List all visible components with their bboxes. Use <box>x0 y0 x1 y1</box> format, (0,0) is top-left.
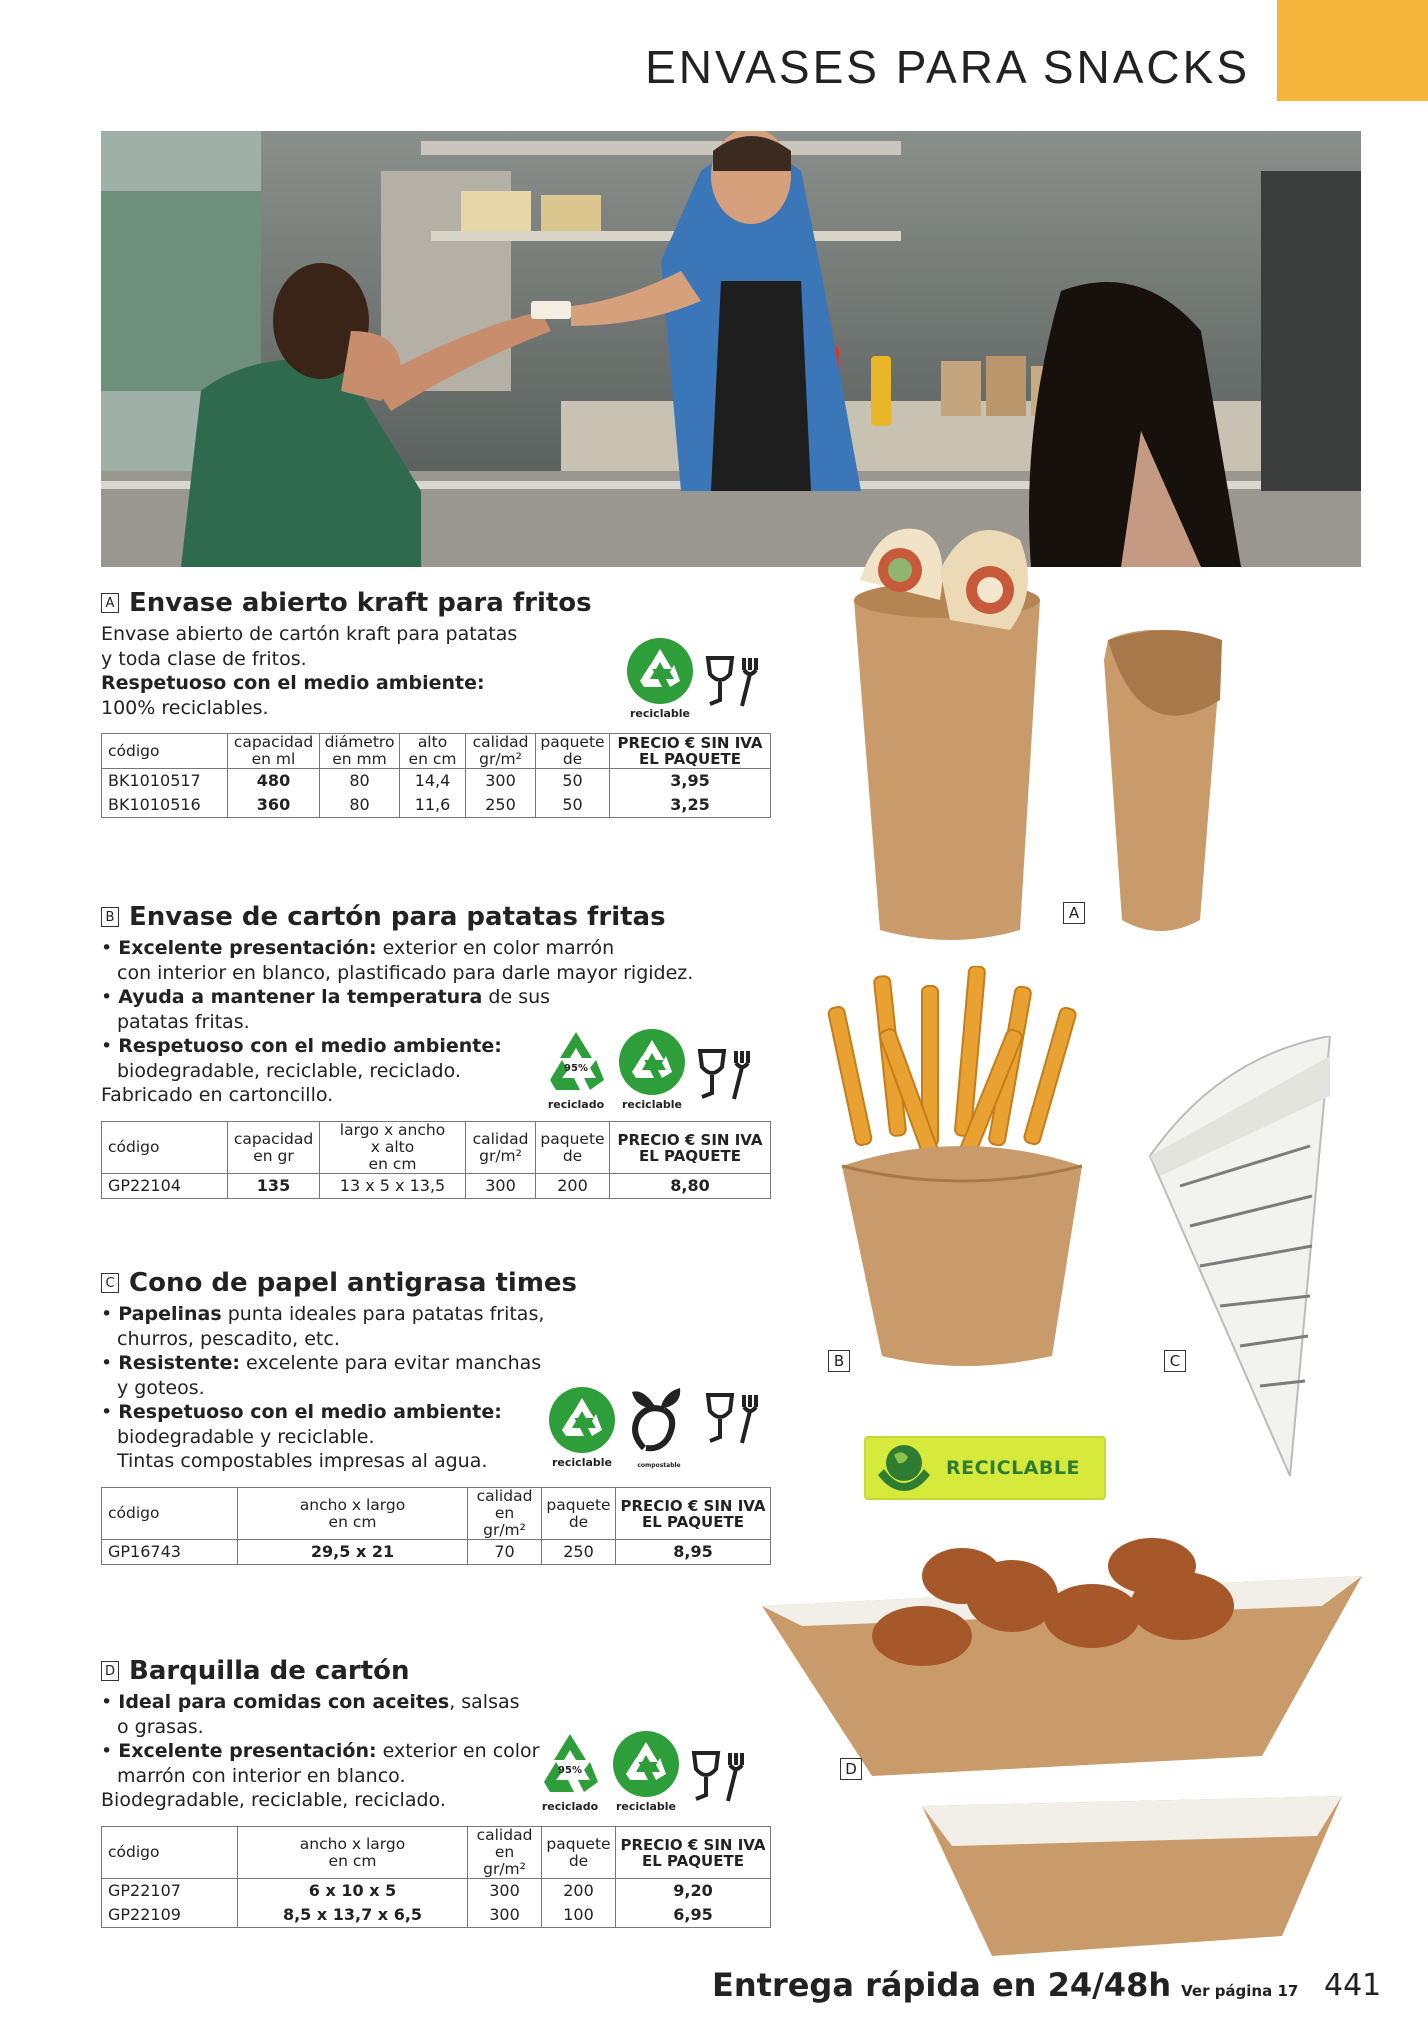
glass-fork-icon <box>702 1389 762 1447</box>
globe-hands-icon <box>874 1439 934 1497</box>
hero-photo-food-truck <box>101 131 1361 567</box>
cell: 200 <box>536 1174 610 1199</box>
ref-box-c: C <box>1164 1350 1186 1372</box>
section-color-tab <box>1277 0 1428 101</box>
col-header: paquete de <box>536 734 610 769</box>
cell: 50 <box>536 793 610 818</box>
bullet-line: patatas fritas. <box>117 1010 250 1033</box>
letter-b-box: B <box>101 907 119 927</box>
bullet-line: o grasas. <box>117 1715 204 1738</box>
bullet-line: biodegradable, reciclable, reciclado. <box>117 1059 461 1082</box>
eco-reciclado <box>542 1028 610 1111</box>
bullet-bold: Respetuoso con el medio ambiente: <box>118 1401 502 1423</box>
recycle-icon <box>618 1028 686 1096</box>
bullet-text: , salsas <box>449 1691 520 1713</box>
cell: 480 <box>228 769 320 794</box>
bullet-text: exterior en color <box>376 1740 540 1762</box>
col-header: alto en cm <box>400 734 466 769</box>
cell: 300 <box>466 769 536 794</box>
icon-label: reciclable <box>616 1800 676 1813</box>
product-title-a-text: Envase abierto kraft para fritos <box>129 588 592 618</box>
product-title-d <box>101 1656 771 1686</box>
bullet-line: biodegradable y reciclable. <box>117 1425 375 1448</box>
price-cell: 3,25 <box>610 793 771 818</box>
delivery-text: Entrega rápida en 24/48h <box>712 1966 1172 2004</box>
col-header: calidad gr/m² <box>466 1122 536 1174</box>
eco-reciclado <box>536 1730 604 1813</box>
col-header: código <box>102 1827 238 1879</box>
cell: 80 <box>320 793 400 818</box>
product-b-photo <box>822 966 1122 1386</box>
cell: GP22104 <box>102 1174 228 1199</box>
col-header-price: PRECIO € SIN IVA EL PAQUETE <box>616 1827 771 1879</box>
letter-a-box: A <box>101 593 119 613</box>
bullet-text: punta ideales para patatas fritas, <box>221 1303 545 1325</box>
cell: 29,5 x 21 <box>238 1540 468 1565</box>
cell: 8,5 x 13,7 x 6,5 <box>238 1903 468 1928</box>
col-header: paquete de <box>542 1827 616 1879</box>
svg-text:95%: 95% <box>564 1063 588 1074</box>
cell: 300 <box>468 1903 542 1928</box>
eco-heading: Respetuoso con el medio ambiente: <box>101 672 485 694</box>
cell: 100 <box>542 1903 616 1928</box>
col-header: calidad en gr/m² <box>468 1488 542 1540</box>
col-header: código <box>102 1122 228 1174</box>
product-title-a <box>101 588 771 618</box>
table-row <box>102 769 771 794</box>
col-header: ancho x largo en cm <box>238 1488 468 1540</box>
bullet-line: marrón con interior en blanco. <box>117 1764 406 1787</box>
price-cell: 8,95 <box>616 1540 771 1565</box>
extra-text: Biodegradable, reciclable, reciclado. <box>101 1789 446 1811</box>
eco-compostable <box>624 1378 694 1469</box>
bullet-text: de sus <box>482 986 551 1008</box>
bullet-bold: Excelente presentación: <box>118 1740 377 1762</box>
bullet-line: y goteos. <box>117 1376 205 1399</box>
price-cell: 9,20 <box>616 1879 771 1904</box>
bullet-bold: Resistente: <box>118 1352 240 1374</box>
table-row <box>102 1540 771 1565</box>
icon-label: reciclable <box>630 707 690 720</box>
price-cell: 8,80 <box>610 1174 771 1199</box>
bullet-text: excelente para evitar manchas <box>239 1352 542 1374</box>
bullet-bold: Ayuda a mantener la temperatura <box>118 986 483 1008</box>
cell: 50 <box>536 769 610 794</box>
cell: GP16743 <box>102 1540 238 1565</box>
bullet-bold: Papelinas <box>118 1303 222 1325</box>
product-desc-b: • Excelente presentación: exterior en color marrón con interior en blanco, plastificado para darle mayor rigidez. • Ayuda a mantener la temperatura de sus patatas fritas. • Respetuoso con el medio ambiente: biodegradable, reciclable, reciclado. Fabricado en cartoncillo. <box>101 936 771 1108</box>
icons-c <box>548 1378 762 1469</box>
see-page-link[interactable]: Ver página 17 <box>1181 1982 1299 2000</box>
product-a-photo <box>840 510 1320 950</box>
cell: 6 x 10 x 5 <box>238 1879 468 1904</box>
recycle-icon <box>548 1386 616 1454</box>
cell: 300 <box>468 1879 542 1904</box>
bullet-line: con interior en blanco, plastificado para darle mayor rigidez. <box>117 961 694 984</box>
bullet-bold: Ideal para comidas con aceites <box>118 1691 450 1713</box>
recycle-95-icon <box>542 1028 610 1096</box>
product-title-c <box>101 1268 771 1298</box>
bullet-bold: Respetuoso con el medio ambiente: <box>118 1035 502 1057</box>
icon-label: compostable <box>637 1462 681 1469</box>
cell: 135 <box>228 1174 320 1199</box>
cell: 11,6 <box>400 793 466 818</box>
spec-table-c <box>101 1487 771 1565</box>
product-desc-d: • Ideal para comidas con aceites, salsas o grasas. • Excelente presentación: exterior en color marrón con interior en blanco. Biodegradable, reciclable, reciclado. <box>101 1690 771 1813</box>
desc-line: Envase abierto de cartón kraft para patatas <box>101 623 518 645</box>
spec-table-d <box>101 1826 771 1928</box>
product-title-d-text: Barquilla de cartón <box>129 1656 410 1686</box>
cell: GP22107 <box>102 1879 238 1904</box>
svg-text:95%: 95% <box>558 1765 582 1776</box>
cell: 70 <box>468 1540 542 1565</box>
col-header: paquete de <box>536 1122 610 1174</box>
ref-box-a: A <box>1063 902 1085 924</box>
bullet-line: churros, pescadito, etc. <box>117 1327 340 1350</box>
glass-fork-icon <box>694 1045 754 1103</box>
bullet-line: Tintas compostables impresas al agua. <box>117 1450 488 1472</box>
cell: 360 <box>228 793 320 818</box>
cell: 14,4 <box>400 769 466 794</box>
page-number: 441 <box>1324 1968 1382 2003</box>
col-header: calidad en gr/m² <box>468 1827 542 1879</box>
product-title-b <box>101 902 771 932</box>
table-row <box>102 1903 771 1928</box>
product-d-photo <box>762 1536 1382 2036</box>
icons-b <box>542 1028 754 1111</box>
icon-label: reciclable <box>552 1456 612 1469</box>
eco-reciclable <box>626 637 694 720</box>
cell: BK1010517 <box>102 769 228 794</box>
eco-text: 100% reciclables. <box>101 696 269 719</box>
table-row <box>102 1879 771 1904</box>
cell: 80 <box>320 769 400 794</box>
cell: 250 <box>542 1540 616 1565</box>
cell: 250 <box>466 793 536 818</box>
ref-box-b: B <box>828 1350 850 1372</box>
letter-d-box: D <box>101 1661 119 1681</box>
col-header-price: PRECIO € SIN IVA EL PAQUETE <box>610 734 771 769</box>
recycle-95-icon <box>536 1730 604 1798</box>
reciclable-badge-label: RECICLABLE <box>946 1457 1080 1479</box>
glass-fork-icon <box>702 652 762 710</box>
reciclable-badge <box>864 1436 1106 1500</box>
cell: BK1010516 <box>102 793 228 818</box>
icons-a <box>626 637 762 720</box>
eco-reciclable <box>548 1386 616 1469</box>
icon-label: reciclado <box>547 1098 605 1111</box>
table-row <box>102 1174 771 1199</box>
cell: 13 x 5 x 13,5 <box>320 1174 466 1199</box>
cell: 300 <box>466 1174 536 1199</box>
glass-fork-icon <box>688 1747 748 1805</box>
product-c-photo <box>1140 1036 1340 1486</box>
extra-text: Fabricado en cartoncillo. <box>101 1084 334 1106</box>
col-header: ancho x largo en cm <box>238 1827 468 1879</box>
letter-c-box: C <box>101 1273 119 1293</box>
col-header: código <box>102 734 228 769</box>
product-title-c-text: Cono de papel antigrasa times <box>129 1268 578 1298</box>
col-header: código <box>102 1488 238 1540</box>
bullet-bold: Excelente presentación: <box>118 937 377 959</box>
ref-box-d: D <box>840 1758 862 1780</box>
eco-reciclable <box>612 1730 680 1813</box>
recycle-icon <box>626 637 694 705</box>
col-header: diámetro en mm <box>320 734 400 769</box>
bullet-text: exterior en color marrón <box>376 937 615 959</box>
recycle-icon <box>612 1730 680 1798</box>
product-desc-c: • Papelinas punta ideales para patatas fritas, churros, pescadito, etc. • Resistente: excelente para evitar manchas y goteos. • Respetuoso con el medio ambiente: biodegradable y reciclable. Tintas compostables impresas al agua. <box>101 1302 771 1474</box>
eco-reciclable <box>618 1028 686 1111</box>
footer-delivery <box>712 1966 1298 2004</box>
col-header: largo x ancho x alto en cm <box>320 1122 466 1174</box>
compostable-icon <box>624 1378 694 1460</box>
table-row <box>102 793 771 818</box>
price-cell: 3,95 <box>610 769 771 794</box>
spec-table-b <box>101 1121 771 1199</box>
col-header: calidad gr/m² <box>466 734 536 769</box>
col-header: paquete de <box>542 1488 616 1540</box>
cell: 200 <box>542 1879 616 1904</box>
icon-label: reciclado <box>541 1800 599 1813</box>
price-cell: 6,95 <box>616 1903 771 1928</box>
col-header: capacidad en gr <box>228 1122 320 1174</box>
icon-label: reciclable <box>622 1098 682 1111</box>
page-title: ENVASES PARA SNACKS <box>645 41 1250 93</box>
col-header: capacidad en ml <box>228 734 320 769</box>
cell: GP22109 <box>102 1903 238 1928</box>
icons-d <box>536 1730 748 1813</box>
col-header-price: PRECIO € SIN IVA EL PAQUETE <box>616 1488 771 1540</box>
product-title-b-text: Envase de cartón para patatas fritas <box>129 902 666 932</box>
spec-table-a <box>101 733 771 818</box>
col-header-price: PRECIO € SIN IVA EL PAQUETE <box>610 1122 771 1174</box>
desc-line: y toda clase de fritos. <box>101 647 307 670</box>
